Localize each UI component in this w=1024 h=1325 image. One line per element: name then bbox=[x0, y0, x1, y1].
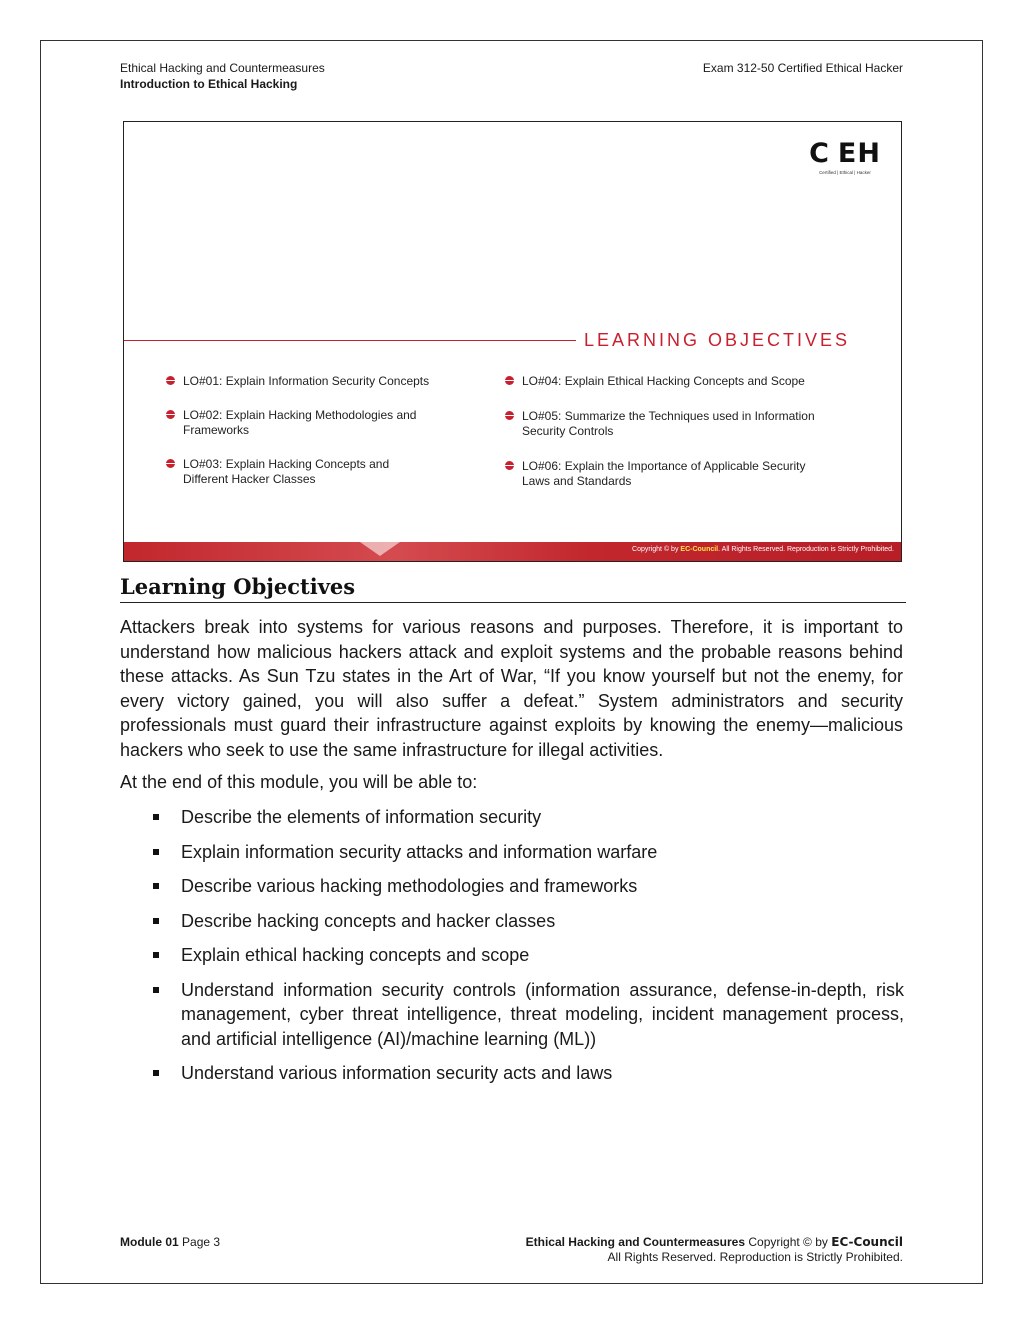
logo-letters-eh: EH bbox=[837, 138, 881, 169]
logo-letter-c: C bbox=[809, 138, 830, 169]
slide-copyright: Copyright © by EC-Council. All Rights Reserved. Reproduction is Strictly Prohibited. bbox=[632, 546, 894, 553]
square-bullet-icon bbox=[153, 883, 159, 889]
footer-page-info bbox=[120, 1235, 220, 1250]
footer-module: Module 01 bbox=[120, 1235, 179, 1249]
footer-brand: EC-Council bbox=[831, 1235, 903, 1249]
header-course: Ethical Hacking and Countermeasures bbox=[120, 61, 325, 75]
ceh-logo bbox=[809, 138, 881, 175]
header-module-title: Introduction to Ethical Hacking bbox=[120, 77, 298, 91]
red-bullet-icon bbox=[166, 459, 175, 468]
outcomes-list bbox=[148, 805, 904, 1096]
footer-page: Page 3 bbox=[182, 1235, 221, 1249]
square-bullet-icon bbox=[153, 814, 159, 820]
red-bullet-icon bbox=[166, 376, 175, 385]
objective-item: LO#01: Explain Information Security Concepts bbox=[166, 374, 466, 389]
header-exam: Exam 312-50 Certified Ethical Hacker bbox=[702, 61, 903, 75]
footer-copyright: Ethical Hacking and Countermeasures Copyright © by EC-Council All Rights Reserved. Reproduction is Strictly Prohibited. bbox=[525, 1235, 903, 1264]
objective-item: LO#04: Explain Ethical Hacking Concepts and Scope bbox=[505, 374, 825, 389]
list-item: Describe hacking concepts and hacker classes bbox=[148, 909, 904, 934]
objectives-left-column bbox=[166, 374, 466, 487]
square-bullet-icon bbox=[153, 918, 159, 924]
list-item: Describe various hacking methodologies and frameworks bbox=[148, 874, 904, 899]
square-bullet-icon bbox=[153, 952, 159, 958]
objectives-right-column bbox=[505, 374, 825, 489]
intro-paragraph: Attackers break into systems for various reasons and purposes. Therefore, it is important to understand how malicious hackers attack and exploit systems and the probable reasons behind these attacks. As Sun Tzu states in the Art of War, “If you know yourself but not the enemy, for every victory gained, you will also suffer a defeat.” System administrators and security professionals must guard their infrastructure against exploits by knowing the enemy—malicious hackers who seek to use the same infrastructure for illegal activities. bbox=[120, 617, 903, 760]
list-item: Understand information security controls (information assurance, defense-in-depth, risk management, cyber threat intelligence, threat modeling, incident management process, and artificial intelligence (AI)/machine learning (ML)) bbox=[148, 978, 904, 1052]
slide-heading-rule bbox=[124, 340, 576, 341]
footer-rights: All Rights Reserved. Reproduction is Strictly Prohibited. bbox=[607, 1250, 903, 1264]
slide-footer-bar bbox=[124, 542, 901, 561]
slide-learning-objectives bbox=[123, 121, 902, 562]
red-bullet-icon bbox=[505, 376, 514, 385]
list-item: Explain ethical hacking concepts and scope bbox=[148, 943, 904, 968]
list-item: Understand various information security acts and laws bbox=[148, 1061, 904, 1086]
red-bullet-icon bbox=[505, 461, 514, 470]
square-bullet-icon bbox=[153, 987, 159, 993]
red-bullet-icon bbox=[166, 410, 175, 419]
section-title: Learning Objectives bbox=[120, 574, 356, 599]
logo-subtitle: Certified | Ethical | Hacker bbox=[819, 170, 871, 175]
footer-course: Ethical Hacking and Countermeasures bbox=[525, 1235, 746, 1249]
square-bullet-icon bbox=[153, 1070, 159, 1076]
objective-item: LO#05: Summarize the Techniques used in Information Security Controls bbox=[505, 409, 842, 439]
section-rule bbox=[120, 602, 906, 603]
slide-heading: LEARNING OBJECTIVES bbox=[584, 330, 851, 350]
square-bullet-icon bbox=[153, 849, 159, 855]
objective-item: LO#02: Explain Hacking Methodologies and Frameworks bbox=[166, 408, 448, 438]
list-item: Describe the elements of information security bbox=[148, 805, 904, 830]
ec-council-brand: EC-Council bbox=[680, 546, 719, 553]
list-item: Explain information security attacks and information warfare bbox=[148, 840, 904, 865]
outcomes-lead: At the end of this module, you will be able to: bbox=[120, 772, 478, 792]
footer-notch-icon bbox=[360, 542, 400, 556]
objective-item: LO#06: Explain the Importance of Applicable Security Laws and Standards bbox=[505, 459, 832, 489]
objective-item: LO#03: Explain Hacking Concepts and Different Hacker Classes bbox=[166, 457, 428, 487]
header-left bbox=[120, 60, 325, 92]
red-bullet-icon bbox=[505, 411, 514, 420]
